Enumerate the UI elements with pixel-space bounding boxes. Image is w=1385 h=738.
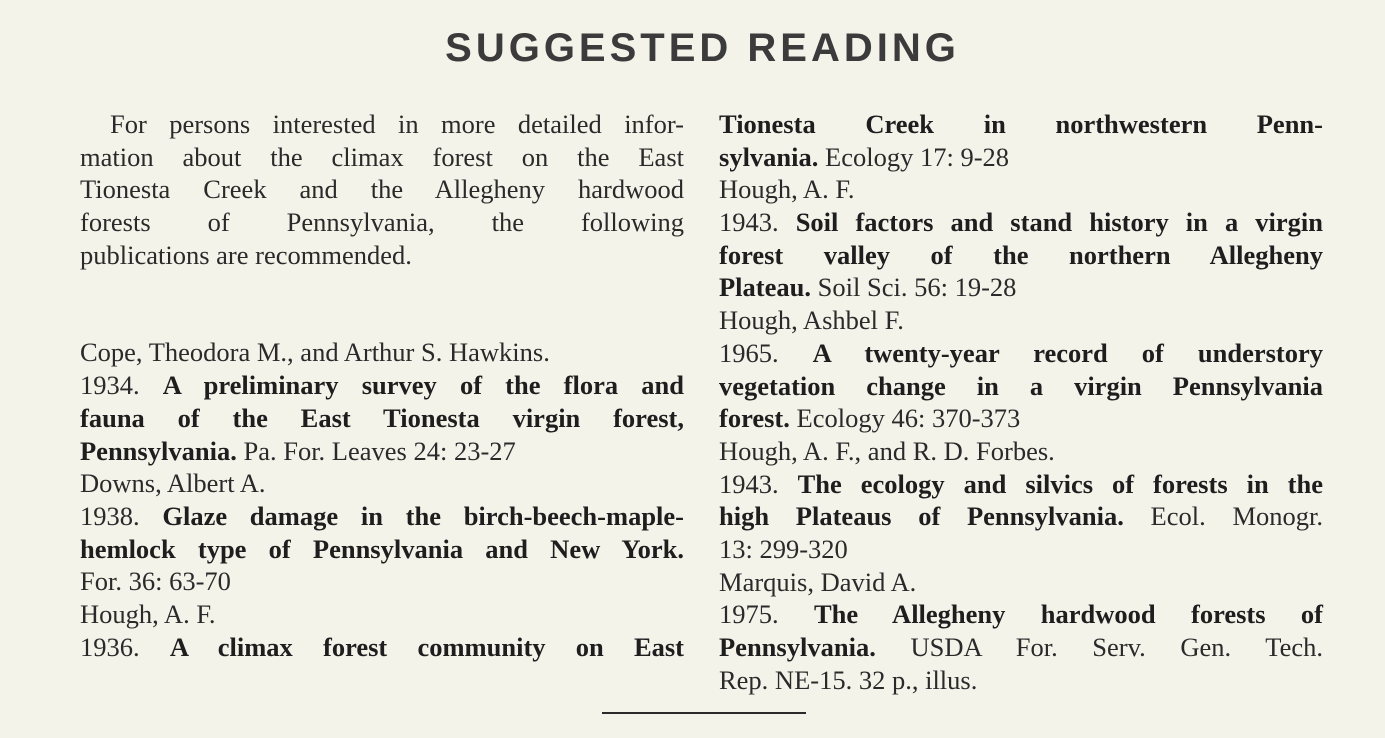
reference-author: Marquis, David A. — [719, 566, 917, 597]
reference-source: USDA For. Serv. Gen. Tech. — [910, 632, 1323, 662]
reference-source: Rep. NE-15. 32 p., illus. — [719, 664, 978, 695]
reference-line — [80, 402, 684, 435]
reference-line — [719, 370, 1323, 403]
reference-source: 13: 299-320 — [719, 533, 848, 564]
reference-title: high Plateaus of Pennsylvania. — [719, 501, 1124, 532]
reference-year: 1934. — [80, 370, 140, 401]
reference-source: Ecol. Monogr. — [1150, 501, 1323, 532]
reference-title: hemlock type of Pennsylvania and New York. — [80, 533, 684, 564]
reference-year: 1943. — [719, 207, 779, 238]
reference-line — [80, 533, 684, 566]
reference-line — [719, 598, 1323, 631]
spacer — [80, 271, 684, 336]
reference-line — [80, 435, 684, 468]
reference-title: A climax forest community on East — [169, 631, 685, 662]
reference-line — [719, 239, 1323, 272]
intro-line: Tionesta Creek and the Allegheny hardwood — [80, 174, 684, 205]
reference-title: A preliminary survey of the flora and — [162, 370, 684, 401]
reference-source: Ecology 17: 9-28 — [825, 141, 1010, 172]
reference-title: Soil factors and stand history in a virgin — [795, 207, 1323, 238]
reference-author: Hough, A. F. — [80, 598, 216, 629]
reference-title: forest. — [719, 403, 790, 434]
reference-title: Glaze damage in the birch-beech-maple- — [162, 500, 684, 531]
intro-line: For persons interested in more detailed infor- — [110, 109, 684, 139]
reference-line — [719, 631, 1323, 664]
reference-author: Hough, A. F. — [719, 174, 855, 205]
reference-author: Cope, Theodora M., and Arthur S. Hawkins. — [80, 337, 550, 368]
intro-line: mation about the climax forest on the East — [80, 141, 684, 172]
reference-title: Pennsylvania. — [80, 435, 237, 466]
intro-line: forests of Pennsylvania, the following — [80, 207, 684, 238]
reference-title: Pennsylvania. — [719, 632, 876, 662]
right-column — [719, 108, 1323, 696]
reference-source: Ecology 46: 370-373 — [796, 403, 1021, 434]
intro-line: publications are recommended. — [80, 239, 412, 270]
reference-line — [719, 500, 1323, 533]
reference-line — [719, 206, 1323, 239]
reference-year: 1936. — [80, 631, 140, 662]
reference-year: 1943. — [719, 468, 779, 499]
reference-line — [719, 271, 1323, 304]
reference-year: 1938. — [80, 500, 140, 531]
reference-author: Downs, Albert A. — [80, 468, 266, 499]
reference-source: Pa. For. Leaves 24: 23-27 — [243, 435, 516, 466]
reference-line — [719, 108, 1323, 141]
reference-title: A twenty-year record of understory — [812, 337, 1324, 368]
reference-year: 1965. — [719, 337, 779, 368]
reference-line — [719, 141, 1323, 174]
reference-title: vegetation change in a virgin Pennsylvania — [719, 370, 1323, 401]
reference-title: forest valley of the northern Allegheny — [719, 239, 1323, 270]
divider-rule — [602, 712, 806, 714]
reference-title: Plateau. — [719, 272, 811, 303]
reference-source: For. 36: 63-70 — [80, 566, 231, 597]
reference-title: fauna of the East Tionesta virgin forest, — [80, 402, 684, 433]
reference-line — [80, 631, 684, 664]
reference-title: sylvania. — [719, 141, 819, 172]
reference-line — [80, 369, 684, 402]
left-column — [80, 108, 684, 663]
reference-line — [80, 500, 684, 533]
reference-author: Hough, Ashbel F. — [719, 305, 904, 336]
reference-line — [719, 468, 1323, 501]
reference-year: 1975. — [719, 599, 779, 630]
reference-source: Soil Sci. 56: 19-28 — [817, 272, 1017, 303]
reference-line — [719, 337, 1323, 370]
reference-title: Tionesta Creek in northwestern Penn- — [719, 109, 1323, 139]
reference-line — [719, 402, 1323, 435]
reference-title: The ecology and silvics of forests in the — [797, 468, 1324, 499]
reference-title: The Allegheny hardwood forests of — [813, 599, 1323, 630]
reference-author: Hough, A. F., and R. D. Forbes. — [719, 435, 1055, 466]
page-title: SUGGESTED READING — [445, 26, 960, 70]
